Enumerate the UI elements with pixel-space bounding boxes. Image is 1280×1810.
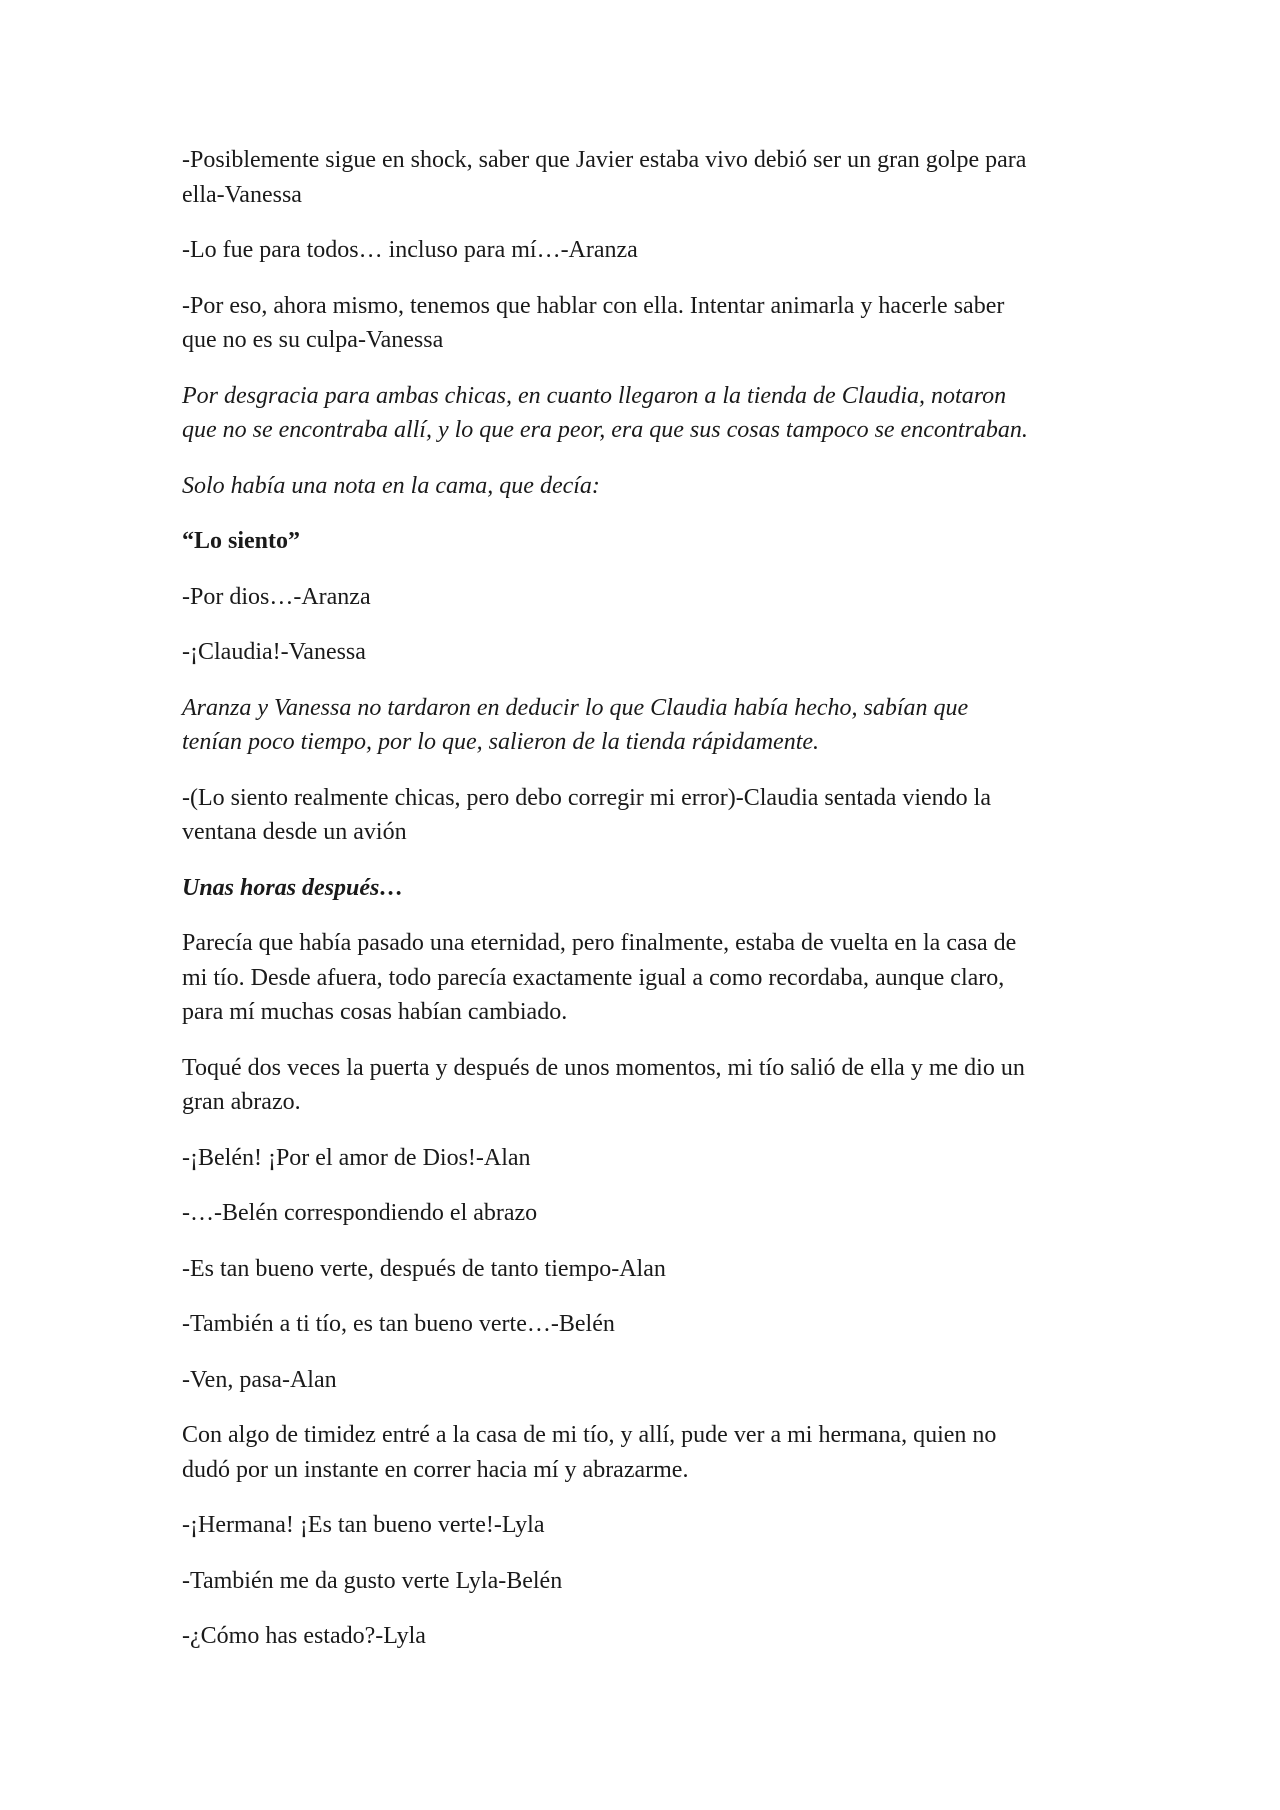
text-line: Unas horas después…: [182, 874, 404, 901]
paragraph: [182, 1508, 1122, 1543]
text-line: ella-Vanessa: [182, 181, 302, 208]
paragraph: [182, 379, 1122, 448]
paragraph: [182, 691, 1122, 760]
text-line: -…-Belén correspondiendo el abrazo: [182, 1200, 538, 1226]
text-line: ventana desde un avión: [182, 819, 407, 845]
text-line: mi tío. Desde afuera, todo parecía exactamente igual a como recordaba, aunque claro,: [182, 964, 1005, 991]
document-page: [182, 143, 1122, 1675]
text-line: Con algo de timidez entré a la casa de mi tío, y allí, pude ver a mi hermana, quien no: [182, 1422, 997, 1448]
text-line: “Lo siento”: [182, 528, 301, 554]
text-line: -Por dios…-Aranza: [182, 583, 371, 610]
paragraph: [182, 1196, 1122, 1231]
paragraph: [182, 289, 1122, 358]
paragraph: [182, 871, 1122, 906]
text-line: -También me da gusto verte Lyla-Belén: [182, 1567, 563, 1594]
text-line: Parecía que había pasado una eternidad, pero finalmente, estaba de vuelta en la casa de: [182, 930, 1017, 956]
paragraph: [182, 781, 1122, 850]
text-line: Toqué dos veces la puerta y después de unos momentos, mi tío salió de ella y me dio un: [182, 1054, 1025, 1081]
text-line: -¿Cómo has estado?-Lyla: [182, 1623, 426, 1649]
paragraph: [182, 469, 1122, 504]
paragraph: [182, 580, 1122, 615]
text-line: gran abrazo.: [182, 1089, 301, 1115]
text-line: -Ven, pasa-Alan: [182, 1366, 337, 1393]
paragraph: [182, 1418, 1122, 1487]
paragraph: [182, 524, 1122, 559]
paragraph: [182, 1252, 1122, 1287]
text-line: -¡Belén! ¡Por el amor de Dios!-Alan: [182, 1144, 531, 1171]
paragraph: [182, 1141, 1122, 1176]
text-line: que no es su culpa-Vanessa: [182, 327, 444, 353]
paragraph: [182, 233, 1122, 268]
text-line: -También a ti tío, es tan bueno verte…-Belén: [182, 1311, 615, 1337]
text-line: -¡Claudia!-Vanessa: [182, 639, 366, 665]
paragraph: [182, 1363, 1122, 1398]
text-line: Solo había una nota en la cama, que decía:: [182, 472, 600, 499]
text-line: Aranza y Vanessa no tardaron en deducir lo que Claudia había hecho, sabían que: [182, 694, 969, 721]
text-line: -Es tan bueno verte, después de tanto tiempo-Alan: [182, 1255, 666, 1282]
text-line: -Lo fue para todos… incluso para mí…-Aranza: [182, 237, 638, 263]
paragraph: [182, 926, 1122, 1030]
text-line: tenían poco tiempo, por lo que, salieron de la tienda rápidamente.: [182, 729, 820, 755]
text-line: -Posiblemente sigue en shock, saber que Javier estaba vivo debió ser un gran golpe para: [182, 147, 1027, 173]
paragraph: [182, 1051, 1122, 1120]
paragraph: [182, 1619, 1122, 1654]
text-line: para mí muchas cosas habían cambiado.: [182, 999, 568, 1025]
text-line: que no se encontraba allí, y lo que era peor, era que sus cosas tampoco se encontraban.: [182, 417, 1028, 443]
text-line: -Por eso, ahora mismo, tenemos que hablar con ella. Intentar animarla y hacerle saber: [182, 292, 1005, 319]
text-line: dudó por un instante en correr hacia mí y abrazarme.: [182, 1456, 689, 1483]
text-line: Por desgracia para ambas chicas, en cuanto llegaron a la tienda de Claudia, notaron: [182, 382, 1007, 409]
paragraph: [182, 1564, 1122, 1599]
paragraph: [182, 143, 1122, 212]
paragraph: [182, 1307, 1122, 1342]
text-line: -(Lo siento realmente chicas, pero debo corregir mi error)-Claudia sentada viendo la: [182, 784, 991, 811]
text-line: -¡Hermana! ¡Es tan bueno verte!-Lyla: [182, 1512, 545, 1538]
paragraph: [182, 635, 1122, 670]
